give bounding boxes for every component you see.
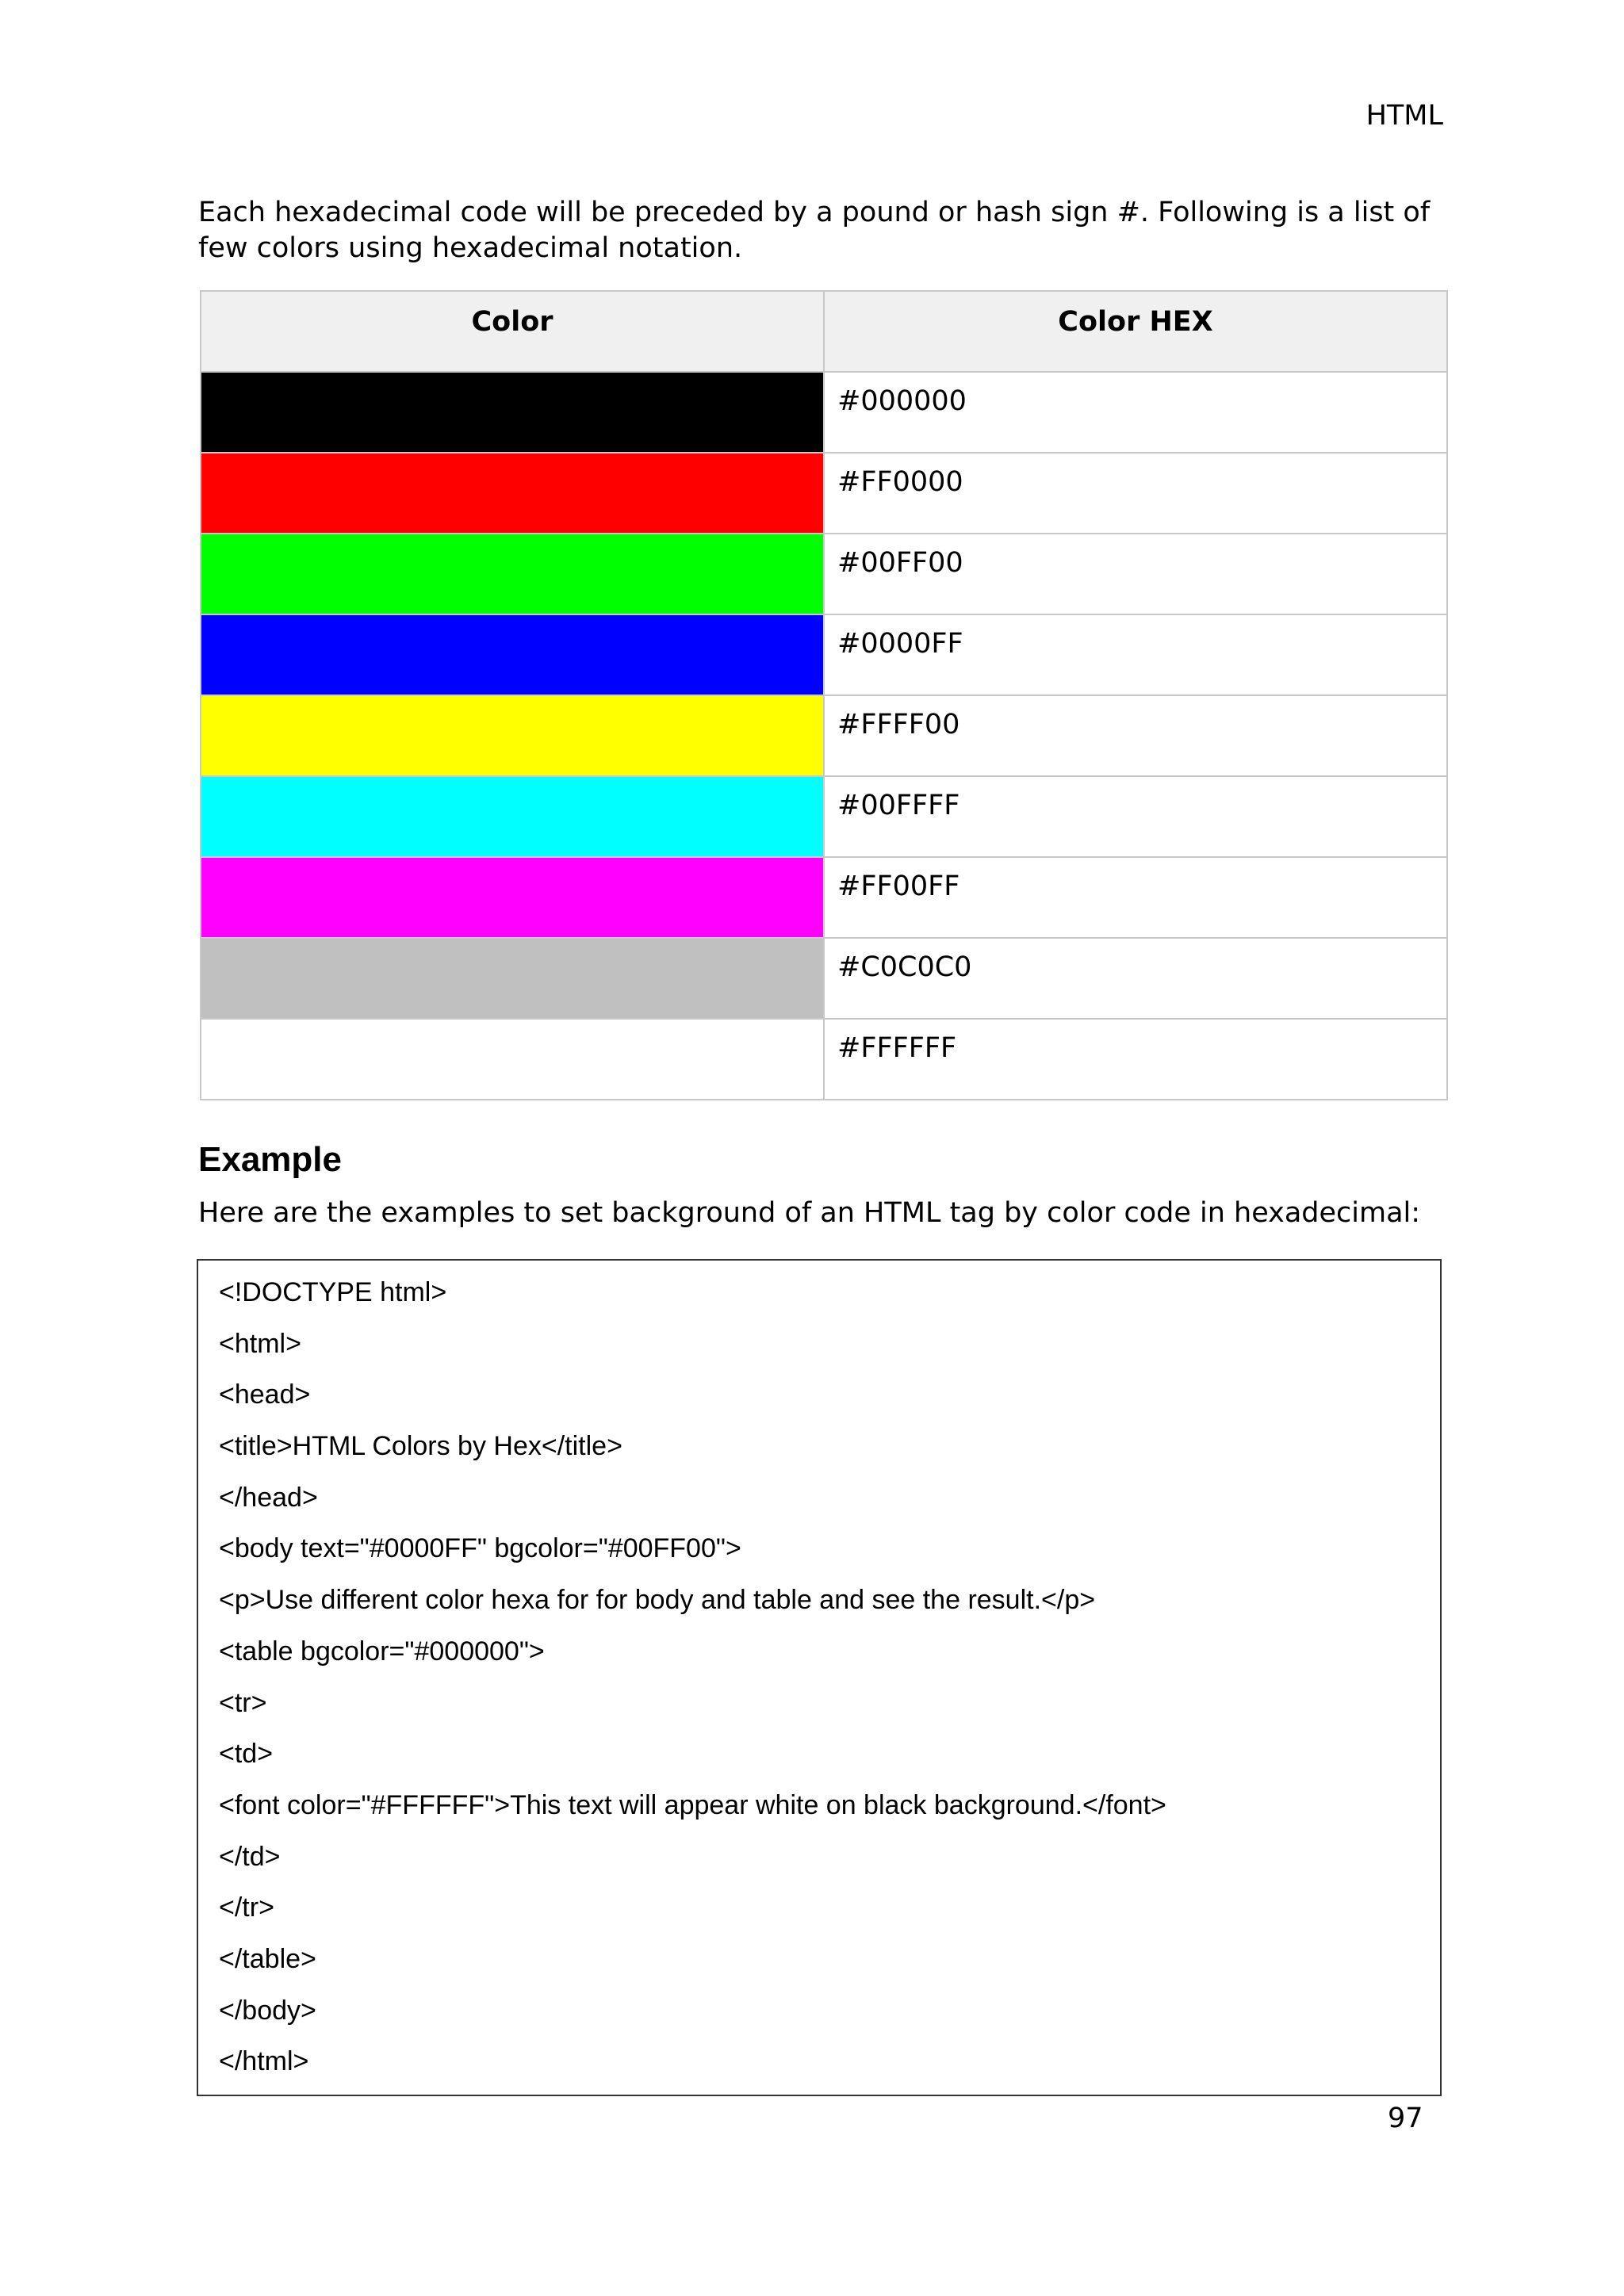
color-hex-table: [200, 290, 1448, 1100]
table-row: [201, 372, 1447, 453]
code-line: <p>Use different color hexa for for body and table and see the result.</p>: [219, 1585, 1096, 1616]
color-hex-value: #FF0000: [824, 453, 1447, 534]
table-row: [201, 534, 1447, 614]
color-swatch: [201, 534, 824, 614]
code-line: <font color="#FFFFFF">This text will appear white on black background.</font>: [219, 1789, 1166, 1820]
color-hex-value: #FFFFFF: [824, 1019, 1447, 1100]
code-line: <table bgcolor="#000000">: [219, 1636, 545, 1667]
code-line: <tr>: [219, 1687, 267, 1718]
code-line: </td>: [219, 1841, 281, 1872]
code-line: <body text="#0000FF" bgcolor="#00FF00">: [219, 1533, 741, 1564]
table-row: [201, 453, 1447, 534]
color-swatch: [201, 614, 824, 695]
table-row: [201, 776, 1447, 857]
table-row: [201, 1019, 1447, 1100]
column-header-color: Color: [201, 291, 824, 372]
table-row: [201, 938, 1447, 1019]
code-line: <!DOCTYPE html>: [219, 1277, 447, 1307]
table-row: [201, 857, 1447, 938]
example-heading: Example: [198, 1140, 342, 1179]
color-hex-value: #00FF00: [824, 534, 1447, 614]
color-hex-value: #C0C0C0: [824, 938, 1447, 1019]
color-hex-value: #000000: [824, 372, 1447, 453]
page-number: 97: [1388, 2103, 1423, 2134]
code-line: <html>: [219, 1328, 301, 1359]
code-line: </table>: [219, 1943, 316, 1974]
table-row: [201, 695, 1447, 776]
code-line: <title>HTML Colors by Hex</title>: [219, 1431, 622, 1462]
table-header-row: [201, 291, 1447, 372]
color-swatch: [201, 1019, 824, 1100]
column-header-hex: Color HEX: [824, 291, 1447, 372]
code-line: </html>: [219, 2046, 309, 2077]
code-line: <td>: [219, 1739, 274, 1770]
intro-paragraph: Each hexadecimal code will be preceded by a pound or hash sign #. Following is a list of few colors using hexadecimal notation.: [198, 197, 1431, 264]
code-line: </tr>: [219, 1892, 274, 1923]
color-swatch: [201, 938, 824, 1019]
color-hex-value: #FFFF00: [824, 695, 1447, 776]
color-hex-value: #FF00FF: [824, 857, 1447, 938]
code-line: </head>: [219, 1482, 318, 1513]
color-hex-value: #0000FF: [824, 614, 1447, 695]
color-swatch: [201, 857, 824, 938]
color-swatch: [201, 695, 824, 776]
running-header: HTML: [1365, 100, 1443, 132]
color-swatch: [201, 776, 824, 857]
example-description: Here are the examples to set background of an HTML tag by color code in hexadecimal:: [198, 1197, 1421, 1229]
code-line: </body>: [219, 1995, 316, 2026]
color-table-body: [201, 372, 1447, 1100]
color-swatch: [201, 372, 824, 453]
color-hex-value: #00FFFF: [824, 776, 1447, 857]
code-example-box: [197, 1259, 1442, 2096]
table-row: [201, 614, 1447, 695]
code-line: <head>: [219, 1380, 311, 1410]
color-swatch: [201, 453, 824, 534]
